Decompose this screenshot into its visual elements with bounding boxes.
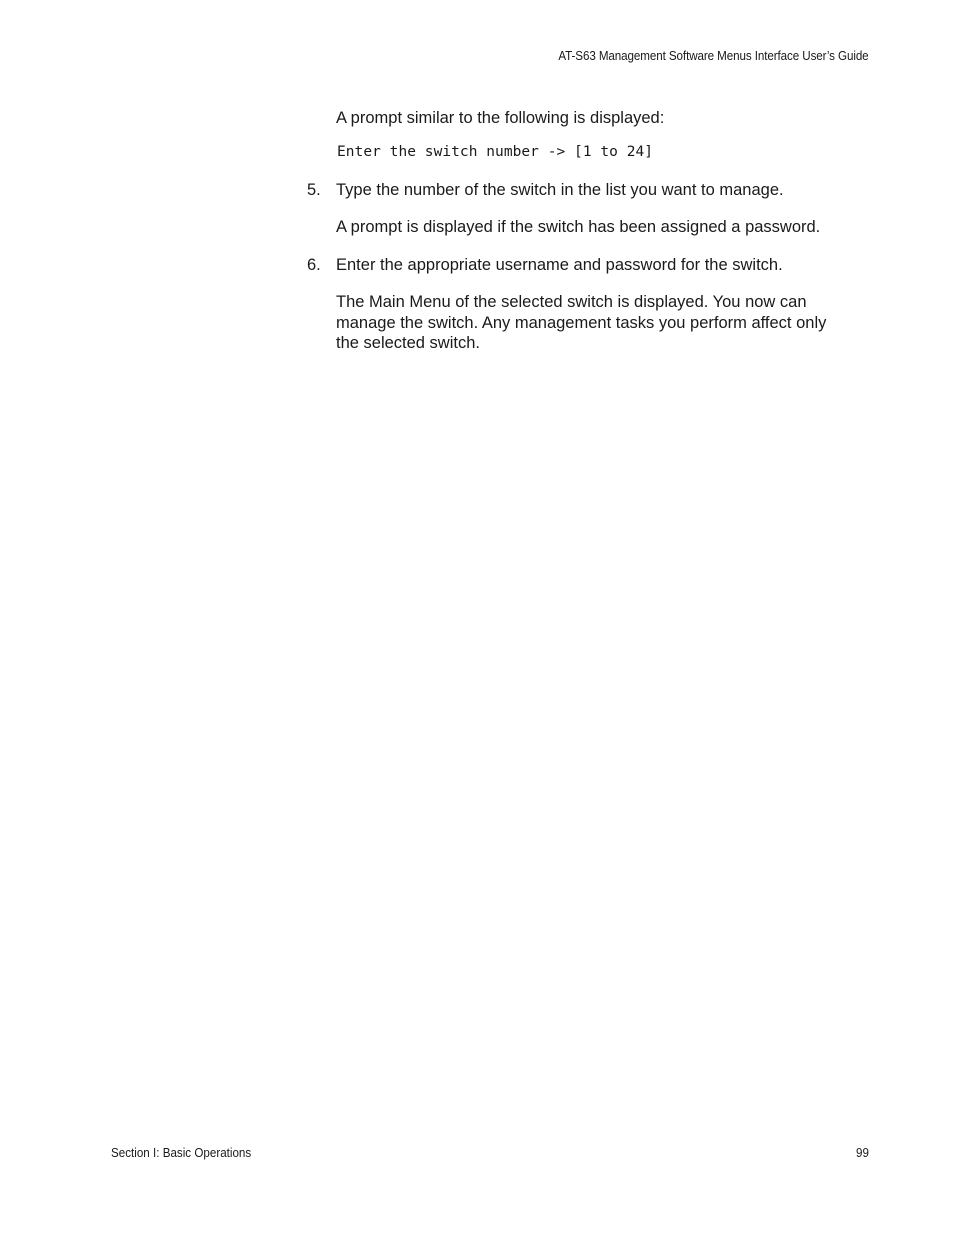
page-number: 99 — [856, 1146, 869, 1160]
step-number: 5. — [307, 181, 321, 199]
step-6-result-line: the selected switch. — [336, 334, 480, 352]
step-number: 6. — [307, 256, 321, 274]
step-6 — [307, 255, 783, 276]
step-5 — [307, 180, 784, 201]
step-5-result: A prompt is displayed if the switch has been assigned a password. — [336, 218, 821, 236]
step-6-result-line: manage the switch. Any management tasks you perform affect only — [336, 313, 827, 332]
running-header: AT-S63 Management Software Menus Interface User’s Guide — [558, 49, 869, 63]
code-example: Enter the switch number -> [1 to 24] — [337, 144, 654, 160]
step-6-result-line: The Main Menu of the selected switch is displayed. You now can — [336, 293, 807, 311]
step-text: Type the number of the switch in the list you want to manage. — [336, 181, 784, 199]
footer-section: Section I: Basic Operations — [111, 1146, 252, 1160]
step-text: Enter the appropriate username and password for the switch. — [336, 256, 783, 274]
intro-paragraph: A prompt similar to the following is displayed: — [336, 109, 665, 127]
